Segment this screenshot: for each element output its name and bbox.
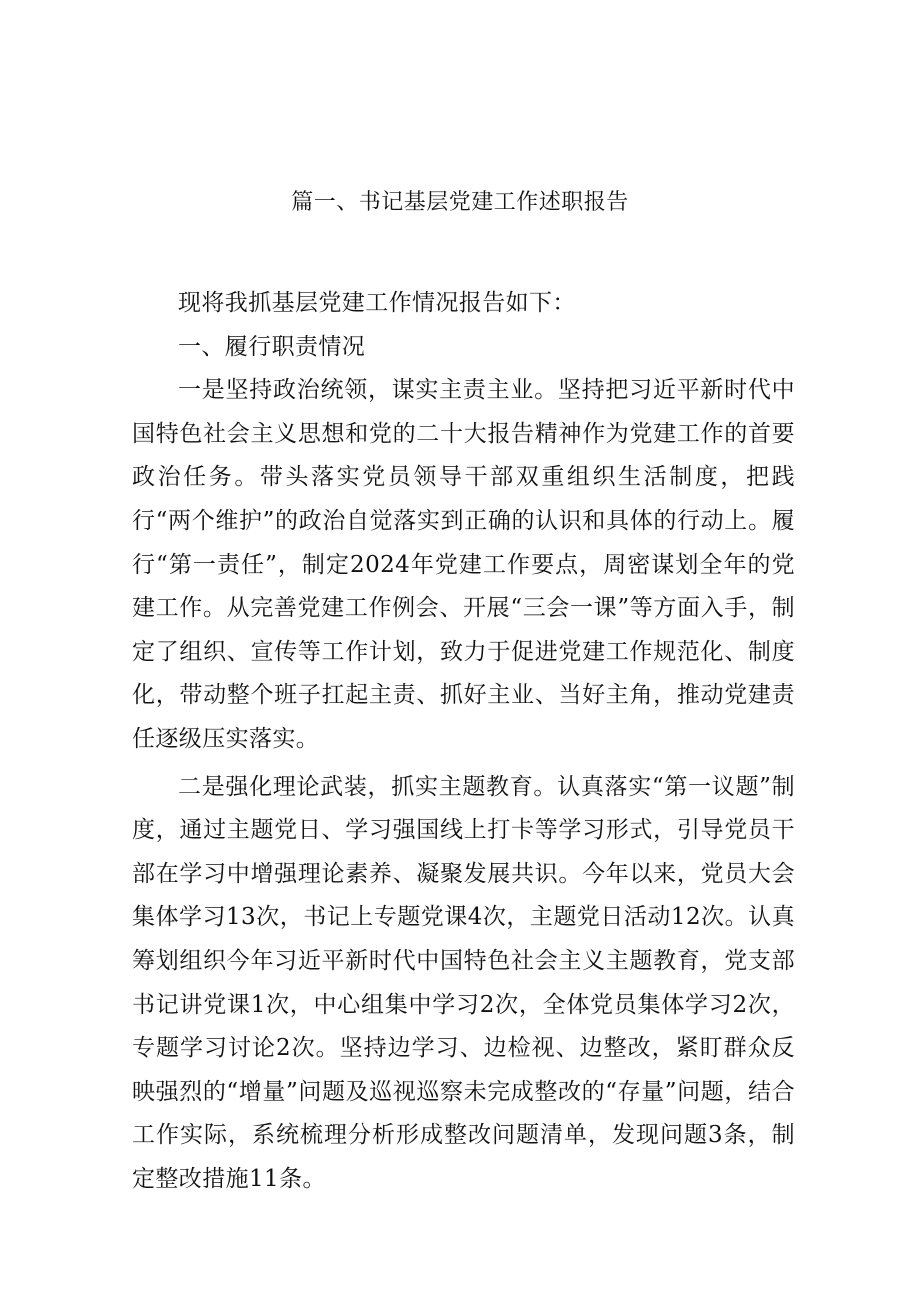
body-paragraph-2: 二是强化理论武装，抓实主题教育。认真落实“第一议题”制度，通过主题党日、学习强国线上打卡等学习形式，引导党员干部在学习中增强理论素养、凝聚发展共识。今年以来，党员大会集体学习13次，书记上专题党课4次，主题党日活动12次。认真筹划组织今年习近平新时代中国特色社会主义主题教育，党支部书记讲党课1次，中心组集中学习2次，全体党员集体学习2次，专题学习讨论2次。坚持边学习、边检视、边整改，紧盯群众反映强烈的“增量”问题及巡视巡察未完成整改的“存量”问题，结合工作实际，系统梳理分析形成整改问题清单，发现问题3条，制定整改措施11条。: [132, 773, 795, 1192]
section-heading: 一、履行职责情况: [178, 333, 366, 360]
body-paragraph-1: 一是坚持政治统领，谋实主责主业。坚持把习近平新时代中国特色社会主义思想和党的二十大报告精神作为党建工作的首要政治任务。带头落实党员领导干部双重组织生活制度，把践行“两个维护”的政治自觉落实到正确的认识和具体的行动上。履行“第一责任”，制定2024年党建工作要点，周密谋划全年的党建工作。从完善党建工作例会、开展“三会一课”等方面入手，制定了组织、宣传等工作计划，致力于促进党建工作规范化、制度化，带动整个班子扛起主责、抓好主业、当好主角，推动党建责任逐级压实落实。: [132, 377, 795, 752]
document-title: 篇一、书记基层党建工作述职报告: [291, 190, 629, 215]
document-body: [132, 282, 795, 1201]
intro-paragraph: 现将我抓基层党建工作情况报告如下：: [178, 290, 576, 316]
